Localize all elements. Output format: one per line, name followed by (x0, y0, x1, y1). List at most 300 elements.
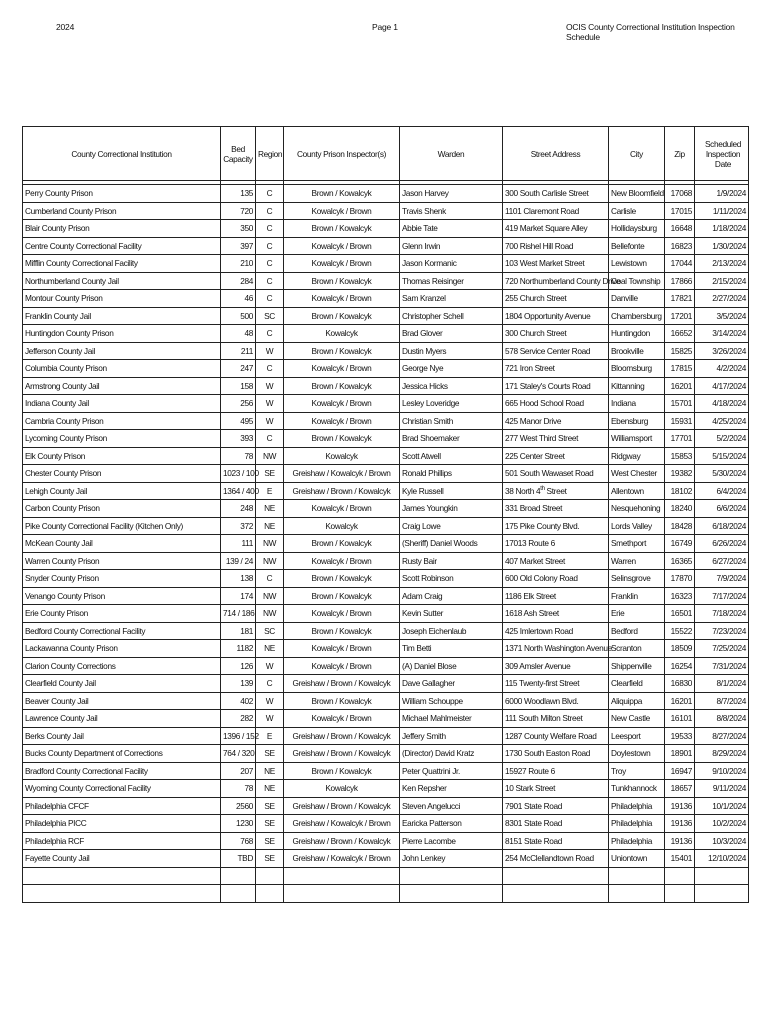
inspectors-cell: Kowalcyk / Brown (284, 500, 400, 518)
institution-cell: Berks County Jail (23, 727, 221, 745)
warden-cell: (A) Daniel Blose (400, 657, 503, 675)
inspection-date-cell: 5/15/2024 (695, 447, 749, 465)
warden-cell: James Youngkin (400, 500, 503, 518)
region-cell: C (256, 570, 284, 588)
inspectors-cell: Brown / Kowalcyk (284, 535, 400, 553)
city-cell: Huntingdon (609, 325, 665, 343)
bed-capacity-cell: 768 (221, 832, 256, 850)
table-row (23, 780, 749, 798)
street-address-cell: 103 West Market Street (503, 255, 609, 273)
bed-capacity-cell: 1182 (221, 640, 256, 658)
warden-cell: Joseph Eichenlaub (400, 622, 503, 640)
table-row (23, 447, 749, 465)
street-address-cell: 309 Amsler Avenue (503, 657, 609, 675)
inspection-date-cell: 6/27/2024 (695, 552, 749, 570)
region-cell: NE (256, 640, 284, 658)
region-cell: C (256, 202, 284, 220)
table-row (23, 465, 749, 483)
warden-cell: Kyle Russell (400, 482, 503, 500)
institution-cell: Cambria County Prison (23, 412, 221, 430)
bed-capacity-cell: 720 (221, 202, 256, 220)
table-row (23, 552, 749, 570)
city-cell: Kittanning (609, 377, 665, 395)
street-address-cell: 501 South Wawaset Road (503, 465, 609, 483)
inspectors-cell: Kowalcyk / Brown (284, 640, 400, 658)
bed-capacity-cell: 1364 / 400 (221, 482, 256, 500)
street-address-cell: 1287 County Welfare Road (503, 727, 609, 745)
warden-cell: Adam Craig (400, 587, 503, 605)
table-row (23, 605, 749, 623)
warden-cell: Jason Harvey (400, 185, 503, 203)
region-cell: SE (256, 815, 284, 833)
column-header-bed-capacity-text: Bed Capacity (223, 143, 253, 164)
empty-cell (695, 867, 749, 885)
inspection-date-cell: 7/23/2024 (695, 622, 749, 640)
institution-cell: Wyoming County Correctional Facility (23, 780, 221, 798)
empty-cell (400, 885, 503, 903)
inspectors-cell: Kowalcyk / Brown (284, 360, 400, 378)
zip-cell: 16830 (665, 675, 695, 693)
region-cell: C (256, 290, 284, 308)
zip-cell: 17815 (665, 360, 695, 378)
bed-capacity-cell: 714 / 186 (221, 605, 256, 623)
inspectors-cell: Kowalcyk / Brown (284, 412, 400, 430)
table-row (23, 412, 749, 430)
city-cell: Coal Township (609, 272, 665, 290)
bed-capacity-cell: 46 (221, 290, 256, 308)
warden-cell: Michael Mahlmeister (400, 710, 503, 728)
header-page-number: Page 1 (372, 22, 398, 32)
institution-cell: Lawrence County Jail (23, 710, 221, 728)
warden-cell: Glenn Irwin (400, 237, 503, 255)
table-row (23, 272, 749, 290)
column-header-inspection-date (695, 127, 749, 181)
inspectors-cell: Brown / Kowalcyk (284, 342, 400, 360)
city-cell: Philadelphia (609, 797, 665, 815)
region-cell: SE (256, 745, 284, 763)
inspection-date-cell: 3/14/2024 (695, 325, 749, 343)
warden-cell: Jeffery Smith (400, 727, 503, 745)
street-address-cell: 578 Service Center Road (503, 342, 609, 360)
table-row (23, 797, 749, 815)
city-cell: Lewistown (609, 255, 665, 273)
table-row (23, 517, 749, 535)
bed-capacity-cell: 248 (221, 500, 256, 518)
inspection-date-cell: 8/27/2024 (695, 727, 749, 745)
bed-capacity-cell: 500 (221, 307, 256, 325)
bed-capacity-cell: 1396 / 152 (221, 727, 256, 745)
inspectors-cell: Greishaw / Brown / Kowalcyk (284, 797, 400, 815)
inspection-date-cell: 5/30/2024 (695, 465, 749, 483)
bed-capacity-cell: 181 (221, 622, 256, 640)
table-row (23, 622, 749, 640)
bed-capacity-cell: 139 / 24 (221, 552, 256, 570)
zip-cell: 17866 (665, 272, 695, 290)
institution-cell: Bedford County Correctional Facility (23, 622, 221, 640)
inspection-date-cell: 8/29/2024 (695, 745, 749, 763)
region-cell: NE (256, 517, 284, 535)
column-header-street-address: Street Address (503, 127, 609, 181)
warden-cell: Kevin Sutter (400, 605, 503, 623)
table-row (23, 430, 749, 448)
street-address-cell: 721 Iron Street (503, 360, 609, 378)
bed-capacity-cell: 256 (221, 395, 256, 413)
region-cell: NE (256, 500, 284, 518)
warden-cell: Sam Kranzel (400, 290, 503, 308)
zip-cell: 19136 (665, 797, 695, 815)
inspection-date-cell: 2/13/2024 (695, 255, 749, 273)
inspectors-cell: Kowalcyk (284, 517, 400, 535)
bed-capacity-cell: 402 (221, 692, 256, 710)
warden-cell: Dave Gallagher (400, 675, 503, 693)
institution-cell: Philadelphia CFCF (23, 797, 221, 815)
institution-cell: Philadelphia RCF (23, 832, 221, 850)
region-cell: W (256, 657, 284, 675)
column-header-inspection-date-text: Scheduled Inspection Date (704, 138, 742, 169)
street-address-cell: 171 Staley's Courts Road (503, 377, 609, 395)
region-cell: NW (256, 447, 284, 465)
institution-cell: Huntingdon County Prison (23, 325, 221, 343)
table-row (23, 587, 749, 605)
city-cell: Uniontown (609, 850, 665, 868)
inspectors-cell: Kowalcyk (284, 447, 400, 465)
zip-cell: 18240 (665, 500, 695, 518)
table-row (23, 185, 749, 203)
bed-capacity-cell: 282 (221, 710, 256, 728)
city-cell: Bloomsburg (609, 360, 665, 378)
zip-cell: 15522 (665, 622, 695, 640)
warden-cell: Brad Shoemaker (400, 430, 503, 448)
region-cell: NE (256, 762, 284, 780)
inspection-date-cell: 6/4/2024 (695, 482, 749, 500)
bed-capacity-cell: 764 / 320 (221, 745, 256, 763)
street-address-cell: 700 Rishel Hill Road (503, 237, 609, 255)
inspectors-cell: Greishaw / Brown / Kowalcyk (284, 832, 400, 850)
inspection-date-cell: 9/10/2024 (695, 762, 749, 780)
bed-capacity-cell: 78 (221, 780, 256, 798)
zip-cell: 17068 (665, 185, 695, 203)
inspectors-cell: Kowalcyk / Brown (284, 710, 400, 728)
region-cell: W (256, 395, 284, 413)
table-row (23, 640, 749, 658)
street-address-cell: 425 Imlertown Road (503, 622, 609, 640)
region-cell: NW (256, 535, 284, 553)
street-address-cell: 1804 Opportunity Avenue (503, 307, 609, 325)
warden-cell: Ronald Phillips (400, 465, 503, 483)
zip-cell: 16501 (665, 605, 695, 623)
inspection-date-cell: 2/15/2024 (695, 272, 749, 290)
warden-cell: Dustin Myers (400, 342, 503, 360)
bed-capacity-cell: 135 (221, 185, 256, 203)
institution-cell: Beaver County Jail (23, 692, 221, 710)
street-address-cell: 38 North 4th Street (503, 482, 609, 500)
empty-cell (256, 885, 284, 903)
street-address-cell: 277 West Third Street (503, 430, 609, 448)
zip-cell: 19533 (665, 727, 695, 745)
table-row (23, 762, 749, 780)
zip-cell: 15701 (665, 395, 695, 413)
street-address-cell: 300 Church Street (503, 325, 609, 343)
table-row (23, 202, 749, 220)
inspection-date-cell: 1/9/2024 (695, 185, 749, 203)
zip-cell: 16201 (665, 692, 695, 710)
warden-cell: Christian Smith (400, 412, 503, 430)
street-address-cell: 10 Stark Street (503, 780, 609, 798)
inspection-date-cell: 7/17/2024 (695, 587, 749, 605)
institution-cell: Blair County Prison (23, 220, 221, 238)
city-cell: Hollidaysburg (609, 220, 665, 238)
city-cell: Allentown (609, 482, 665, 500)
region-cell: SE (256, 465, 284, 483)
bed-capacity-cell: 372 (221, 517, 256, 535)
region-cell: W (256, 377, 284, 395)
city-cell: Doylestown (609, 745, 665, 763)
street-address-cell: 1371 North Washington Avenue (503, 640, 609, 658)
empty-cell (221, 885, 256, 903)
inspection-date-cell: 1/11/2024 (695, 202, 749, 220)
table-row (23, 290, 749, 308)
empty-cell (400, 867, 503, 885)
warden-cell: John Lenkey (400, 850, 503, 868)
institution-cell: Indiana County Jail (23, 395, 221, 413)
inspectors-cell: Kowalcyk / Brown (284, 552, 400, 570)
zip-cell: 16947 (665, 762, 695, 780)
institution-cell: Jefferson County Jail (23, 342, 221, 360)
zip-cell: 17201 (665, 307, 695, 325)
street-address-cell: 600 Old Colony Road (503, 570, 609, 588)
region-cell: W (256, 692, 284, 710)
bed-capacity-cell: 393 (221, 430, 256, 448)
city-cell: Selinsgrove (609, 570, 665, 588)
empty-cell (284, 885, 400, 903)
table-row (23, 570, 749, 588)
empty-cell (609, 885, 665, 903)
bed-capacity-cell: 2560 (221, 797, 256, 815)
city-cell: Leesport (609, 727, 665, 745)
empty-cell (221, 867, 256, 885)
region-cell: NW (256, 605, 284, 623)
street-address-cell: 175 Pike County Blvd. (503, 517, 609, 535)
bed-capacity-cell: 174 (221, 587, 256, 605)
inspection-date-cell: 1/18/2024 (695, 220, 749, 238)
institution-cell: Philadelphia PICC (23, 815, 221, 833)
inspectors-cell: Kowalcyk / Brown (284, 395, 400, 413)
table-row (23, 255, 749, 273)
column-header-warden: Warden (400, 127, 503, 181)
institution-cell: Clearfield County Jail (23, 675, 221, 693)
inspectors-cell: Kowalcyk / Brown (284, 255, 400, 273)
bed-capacity-cell: 247 (221, 360, 256, 378)
street-address-cell: 8151 State Road (503, 832, 609, 850)
inspection-date-cell: 3/5/2024 (695, 307, 749, 325)
city-cell: New Bloomfield (609, 185, 665, 203)
region-cell: E (256, 482, 284, 500)
zip-cell: 16323 (665, 587, 695, 605)
city-cell: Erie (609, 605, 665, 623)
institution-cell: Mifflin County Correctional Facility (23, 255, 221, 273)
region-cell: SC (256, 622, 284, 640)
region-cell: W (256, 710, 284, 728)
zip-cell: 15931 (665, 412, 695, 430)
street-address-cell: 331 Broad Street (503, 500, 609, 518)
warden-cell: Peter Quattrini Jr. (400, 762, 503, 780)
city-cell: Smethport (609, 535, 665, 553)
region-cell: C (256, 220, 284, 238)
inspectors-cell: Kowalcyk / Brown (284, 290, 400, 308)
street-address-cell: 1101 Claremont Road (503, 202, 609, 220)
warden-cell: Rusty Bair (400, 552, 503, 570)
inspection-date-cell: 8/7/2024 (695, 692, 749, 710)
zip-cell: 18657 (665, 780, 695, 798)
inspection-date-cell: 12/10/2024 (695, 850, 749, 868)
warden-cell: Jason Kormanic (400, 255, 503, 273)
warden-cell: Scott Atwell (400, 447, 503, 465)
inspection-schedule-table (22, 126, 749, 903)
warden-cell: Abbie Tate (400, 220, 503, 238)
table-row (23, 482, 749, 500)
zip-cell: 17015 (665, 202, 695, 220)
institution-cell: Pike County Correctional Facility (Kitchen Only) (23, 517, 221, 535)
inspection-date-cell: 6/6/2024 (695, 500, 749, 518)
warden-cell: Pierre Lacombe (400, 832, 503, 850)
inspection-date-cell: 10/2/2024 (695, 815, 749, 833)
inspection-date-cell: 9/11/2024 (695, 780, 749, 798)
inspection-date-cell: 10/3/2024 (695, 832, 749, 850)
table-header-row (23, 127, 749, 181)
street-address-cell: 1730 South Easton Road (503, 745, 609, 763)
empty-cell (609, 867, 665, 885)
region-cell: C (256, 272, 284, 290)
zip-cell: 17870 (665, 570, 695, 588)
table-row (23, 500, 749, 518)
region-cell: SE (256, 832, 284, 850)
inspection-date-cell: 4/25/2024 (695, 412, 749, 430)
street-address-cell: 225 Center Street (503, 447, 609, 465)
inspectors-cell: Greishaw / Brown / Kowalcyk (284, 482, 400, 500)
inspection-date-cell: 4/17/2024 (695, 377, 749, 395)
institution-cell: Armstrong County Jail (23, 377, 221, 395)
inspection-date-cell: 4/2/2024 (695, 360, 749, 378)
zip-cell: 16254 (665, 657, 695, 675)
city-cell: Bellefonte (609, 237, 665, 255)
inspectors-cell: Brown / Kowalcyk (284, 762, 400, 780)
region-cell: W (256, 412, 284, 430)
city-cell: Tunkhannock (609, 780, 665, 798)
inspection-date-cell: 7/25/2024 (695, 640, 749, 658)
institution-cell: Franklin County Jail (23, 307, 221, 325)
table-row (23, 342, 749, 360)
street-address-cell: 720 Northumberland County Drive (503, 272, 609, 290)
institution-cell: Lackawanna County Prison (23, 640, 221, 658)
institution-cell: Centre County Correctional Facility (23, 237, 221, 255)
inspectors-cell: Kowalcyk / Brown (284, 202, 400, 220)
zip-cell: 19382 (665, 465, 695, 483)
institution-cell: Perry County Prison (23, 185, 221, 203)
inspectors-cell: Greishaw / Kowalcyk / Brown (284, 850, 400, 868)
warden-cell: Brad Glover (400, 325, 503, 343)
column-header-region: Region (256, 127, 284, 181)
bed-capacity-cell: 207 (221, 762, 256, 780)
inspectors-cell: Kowalcyk / Brown (284, 237, 400, 255)
warden-cell: Ken Repsher (400, 780, 503, 798)
inspection-date-cell: 6/26/2024 (695, 535, 749, 553)
table-row (23, 832, 749, 850)
region-cell: E (256, 727, 284, 745)
table-row (23, 220, 749, 238)
zip-cell: 15825 (665, 342, 695, 360)
bed-capacity-cell: 158 (221, 377, 256, 395)
inspectors-cell: Kowalcyk (284, 325, 400, 343)
bed-capacity-cell: 397 (221, 237, 256, 255)
street-address-cell: 300 South Carlisle Street (503, 185, 609, 203)
street-address-cell: 419 Market Square Alley (503, 220, 609, 238)
empty-cell (503, 867, 609, 885)
warden-cell: Steven Angelucci (400, 797, 503, 815)
table-row (23, 535, 749, 553)
inspection-date-cell: 6/18/2024 (695, 517, 749, 535)
inspection-date-cell: 7/18/2024 (695, 605, 749, 623)
zip-cell: 17701 (665, 430, 695, 448)
institution-cell: Fayette County Jail (23, 850, 221, 868)
bed-capacity-cell: 495 (221, 412, 256, 430)
zip-cell: 16648 (665, 220, 695, 238)
institution-cell: Montour County Prison (23, 290, 221, 308)
street-address-cell: 407 Market Street (503, 552, 609, 570)
city-cell: Franklin (609, 587, 665, 605)
table-row (23, 815, 749, 833)
bed-capacity-cell: 210 (221, 255, 256, 273)
city-cell: Philadelphia (609, 832, 665, 850)
inspectors-cell: Brown / Kowalcyk (284, 377, 400, 395)
city-cell: Lords Valley (609, 517, 665, 535)
region-cell: C (256, 325, 284, 343)
inspection-date-cell: 1/30/2024 (695, 237, 749, 255)
warden-cell: George Nye (400, 360, 503, 378)
inspectors-cell: Kowalcyk (284, 780, 400, 798)
zip-cell: 16823 (665, 237, 695, 255)
empty-cell (695, 885, 749, 903)
zip-cell: 16101 (665, 710, 695, 728)
street-address-cell: 111 South Milton Street (503, 710, 609, 728)
region-cell: SE (256, 850, 284, 868)
inspectors-cell: Greishaw / Brown / Kowalcyk (284, 675, 400, 693)
header-year: 2024 (56, 22, 75, 32)
inspectors-cell: Greishaw / Brown / Kowalcyk (284, 727, 400, 745)
bed-capacity-cell: 1230 (221, 815, 256, 833)
warden-cell: Travis Shenk (400, 202, 503, 220)
warden-cell: (Director) David Kratz (400, 745, 503, 763)
inspectors-cell: Brown / Kowalcyk (284, 220, 400, 238)
empty-table-row (23, 885, 749, 903)
bed-capacity-cell: 138 (221, 570, 256, 588)
street-address-cell: 254 McClellandtown Road (503, 850, 609, 868)
region-cell: SC (256, 307, 284, 325)
region-cell: C (256, 237, 284, 255)
inspection-date-cell: 2/27/2024 (695, 290, 749, 308)
column-header-zip: Zip (665, 127, 695, 181)
table-row (23, 395, 749, 413)
empty-cell (284, 867, 400, 885)
inspection-date-cell: 8/8/2024 (695, 710, 749, 728)
zip-cell: 15401 (665, 850, 695, 868)
zip-cell: 18509 (665, 640, 695, 658)
inspectors-cell: Brown / Kowalcyk (284, 570, 400, 588)
zip-cell: 16749 (665, 535, 695, 553)
zip-cell: 16652 (665, 325, 695, 343)
inspectors-cell: Brown / Kowalcyk (284, 692, 400, 710)
city-cell: Ebensburg (609, 412, 665, 430)
warden-cell: Tim Betti (400, 640, 503, 658)
